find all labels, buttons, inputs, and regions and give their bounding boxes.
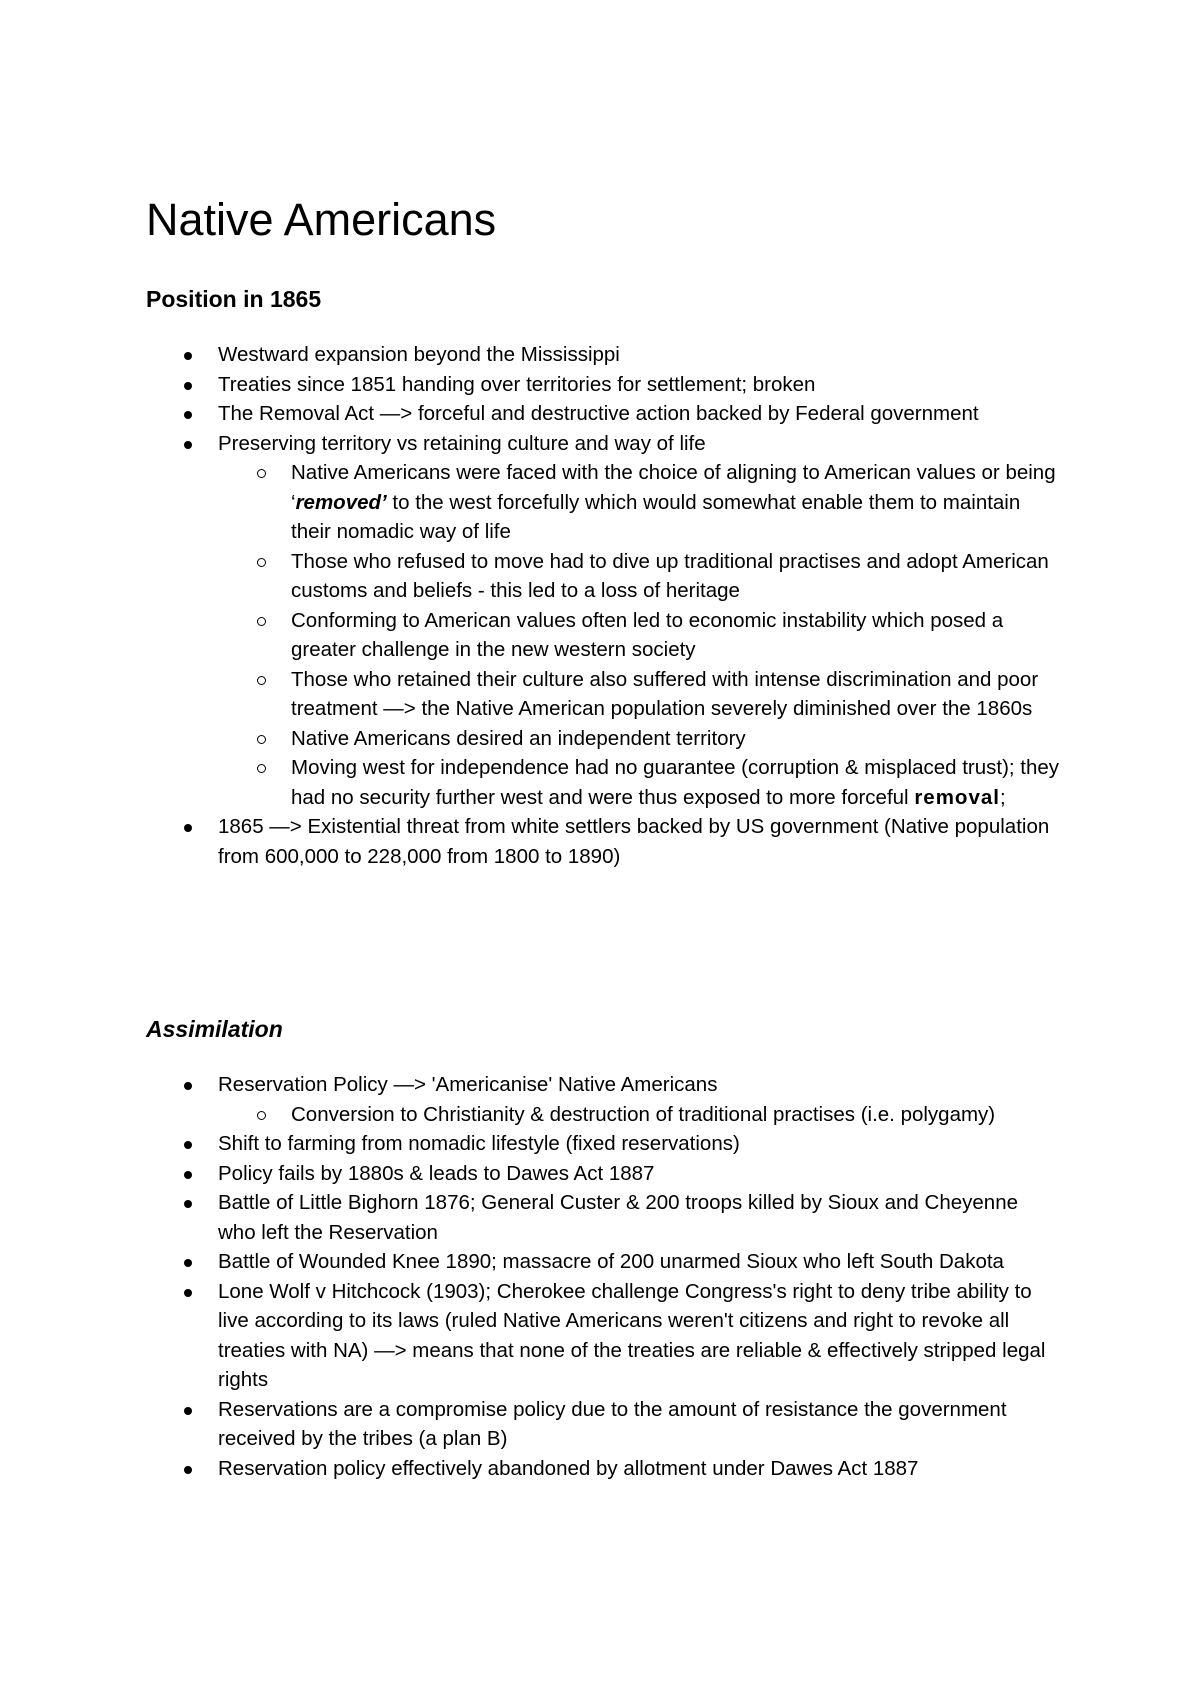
list-item: Preserving territory vs retaining culture and way of life <box>0 429 1058 459</box>
bullet-icon <box>184 824 192 832</box>
emphasis-removal: removal <box>914 785 1000 809</box>
position-list <box>0 340 1061 871</box>
list-item: Battle of Wounded Knee 1890; massacre of 200 unarmed Sioux who left South Dakota <box>0 1247 1058 1277</box>
list-item: Treaties since 1851 handing over territories for settlement; broken <box>0 370 1058 400</box>
list-item: Westward expansion beyond the Mississippi <box>0 340 1058 370</box>
list-item: Reservations are a compromise policy due to the amount of resistance the government received by the tribes (a plan B) <box>0 1395 1058 1454</box>
sub-list <box>0 458 1061 812</box>
list-item: The Removal Act —> forceful and destructive action backed by Federal government <box>0 399 1058 429</box>
sub-list-item: Those who retained their culture also suffered with intense discrimination and poor treatment —> the Native American population severely diminished over the 1860s <box>0 665 1061 724</box>
hollow-bullet-icon <box>257 676 266 685</box>
assimilation-list <box>0 1070 1061 1483</box>
list-item: Reservation Policy —> 'Americanise' Native Americans <box>0 1070 1058 1100</box>
hollow-bullet-icon <box>257 735 266 744</box>
bullet-icon <box>184 1407 192 1415</box>
sub-list-container <box>0 1100 1061 1130</box>
hollow-bullet-icon <box>257 764 266 773</box>
bullet-icon <box>184 411 192 419</box>
sub-list-item: Native Americans were faced with the choice of aligning to American values or being ‘removed’ to the west forcefully which would somewhat enable them to maintain their nomadic way of life <box>0 458 1061 547</box>
bullet-icon <box>184 441 192 449</box>
sub-list-item: Those who refused to move had to dive up traditional practises and adopt American customs and beliefs - this led to a loss of heritage <box>0 547 1061 606</box>
sub-list <box>0 1100 1061 1130</box>
hollow-bullet-icon <box>257 469 266 478</box>
bullet-icon <box>184 1259 192 1267</box>
list-item: Reservation policy effectively abandoned by allotment under Dawes Act 1887 <box>0 1454 1058 1484</box>
section-heading-assimilation: Assimilation <box>146 1016 283 1042</box>
list-item: Policy fails by 1880s & leads to Dawes Act 1887 <box>0 1159 1058 1189</box>
bullet-icon <box>184 1171 192 1179</box>
sub-list-item: Moving west for independence had no guarantee (corruption & misplaced trust); they had no security further west and were thus exposed to more forceful removal; <box>0 753 1061 812</box>
sub-list-item: Native Americans desired an independent territory <box>0 724 1061 754</box>
bullet-icon <box>184 1082 192 1090</box>
bullet-icon <box>184 1289 192 1297</box>
sub-list-item: Conforming to American values often led to economic instability which posed a greater challenge in the new western society <box>0 606 1061 665</box>
emphasis-removed: removed’ <box>295 490 387 514</box>
list-item: Battle of Little Bighorn 1876; General Custer & 200 troops killed by Sioux and Cheyenne who left the Reservation <box>0 1188 1058 1247</box>
document-title: Native Americans <box>146 194 497 245</box>
hollow-bullet-icon <box>257 558 266 567</box>
bullet-icon <box>184 1466 192 1474</box>
section-heading-position: Position in 1865 <box>146 286 322 312</box>
bullet-icon <box>184 382 192 390</box>
list-item: 1865 —> Existential threat from white settlers backed by US government (Native population from 600,000 to 228,000 from 1800 to 1890) <box>0 812 1058 871</box>
hollow-bullet-icon <box>257 617 266 626</box>
bullet-icon <box>184 1200 192 1208</box>
sub-list-item: Conversion to Christianity & destruction of traditional practises (i.e. polygamy) <box>0 1100 1061 1130</box>
bullet-icon <box>184 1141 192 1149</box>
bullet-icon <box>184 352 192 360</box>
list-item: Lone Wolf v Hitchcock (1903); Cherokee challenge Congress's right to deny tribe ability to live according to its laws (ruled Native Americans weren't citizens and right to revoke all treaties with NA) —> means that none of the treaties are reliable & effectively stripped legal rights <box>0 1277 1058 1395</box>
hollow-bullet-icon <box>257 1111 266 1120</box>
list-item: Shift to farming from nomadic lifestyle (fixed reservations) <box>0 1129 1058 1159</box>
sub-list-container <box>0 458 1061 812</box>
